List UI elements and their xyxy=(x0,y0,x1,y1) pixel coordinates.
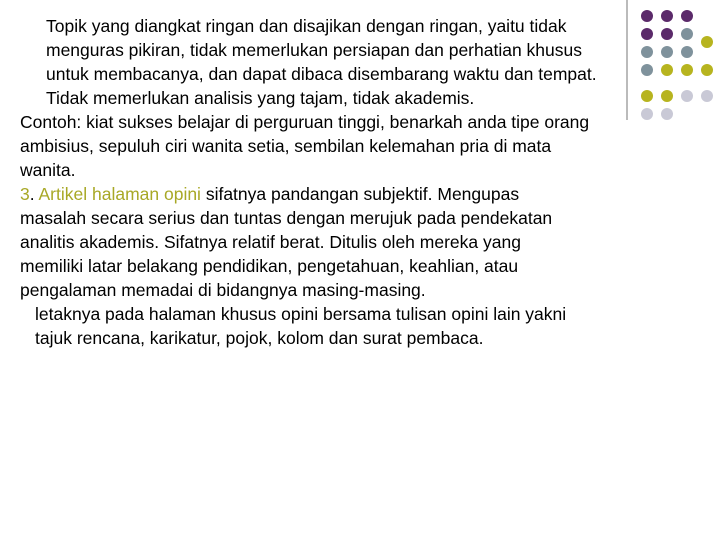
text-line: menguras pikiran, tidak memerlukan persiapan dan perhatian khusus xyxy=(46,40,582,60)
text-line: memiliki latar belakang pendidikan, pengetahuan, keahlian, atau xyxy=(20,256,519,276)
text-line: wanita. xyxy=(20,160,76,180)
paragraph-intro xyxy=(20,14,720,110)
paragraph-item-3 xyxy=(20,182,720,302)
text-line: Topik yang diangkat ringan dan disajikan dengan ringan, yaitu tidak xyxy=(46,16,567,36)
text-line: pengalaman memadai di bidangnya masing-masing. xyxy=(20,280,426,300)
item-separator: . xyxy=(29,184,39,204)
item-number: 3 xyxy=(20,184,30,204)
document-body xyxy=(20,14,720,350)
text-line: masalah secara serius dan tuntas dengan merujuk pada pendekatan xyxy=(20,208,553,228)
text-line xyxy=(20,182,720,206)
item-term: Artikel halaman opini xyxy=(38,184,201,204)
text-line: untuk membacanya, dan dapat dibaca disembarang waktu dan tempat. xyxy=(46,64,597,84)
paragraph-example xyxy=(20,110,720,182)
text-line: Contoh: kiat sukses belajar di perguruan tinggi, benarkah anda tipe orang xyxy=(20,112,590,132)
item-definition: sifatnya pandangan subjektif. Mengupas xyxy=(200,184,520,204)
text-line: Tidak memerlukan analisis yang tajam, tidak akademis. xyxy=(46,88,475,108)
text-line: letaknya pada halaman khusus opini bersama tulisan opini lain yakni xyxy=(35,304,567,324)
text-line: tajuk rencana, karikatur, pojok, kolom dan surat pembaca. xyxy=(35,328,484,348)
text-line: ambisius, sepuluh ciri wanita setia, sembilan kelemahan pria di mata xyxy=(20,136,552,156)
text-line: analitis akademis. Sifatnya relatif berat. Ditulis oleh mereka yang xyxy=(20,232,521,252)
paragraph-location xyxy=(20,302,720,350)
